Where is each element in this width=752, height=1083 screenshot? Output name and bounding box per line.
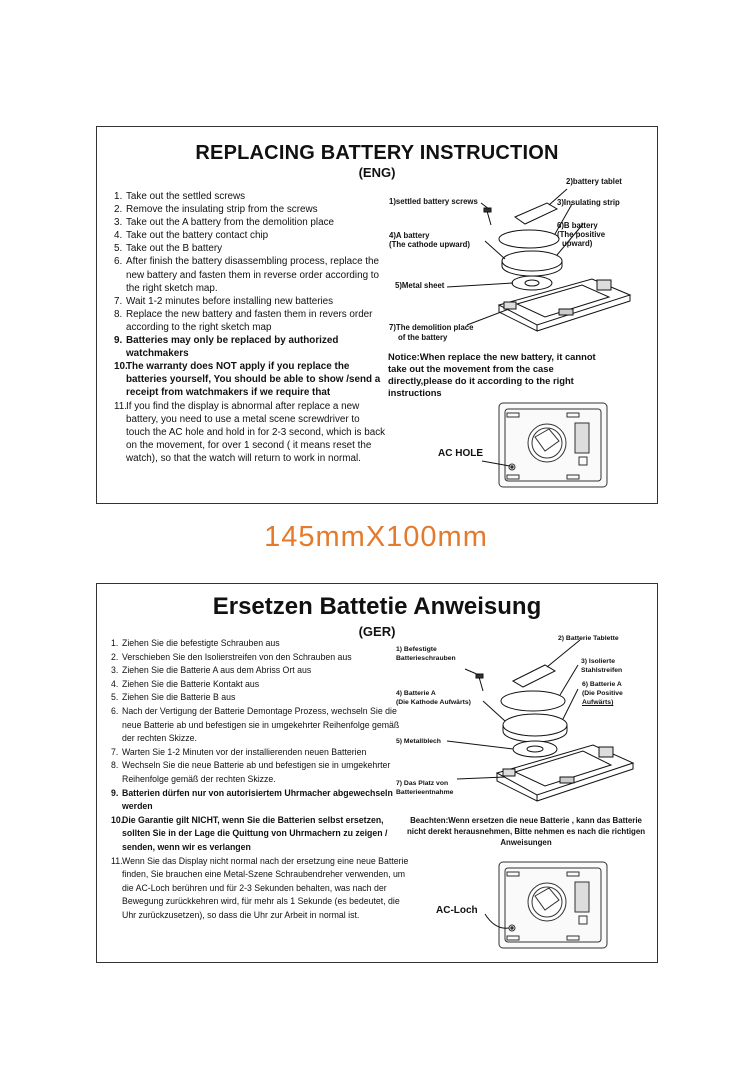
movement-top-view	[477, 399, 617, 491]
step-item: 2. Verschieben Sie den Isolierstreifen von den Schrauben aus	[111, 651, 352, 662]
page-title: Ersetzen Battetie Anweisung	[212, 593, 542, 620]
step-item: 3. Ziehen Sie die Batterie A aus dem Abriss Ort aus	[111, 665, 312, 676]
label-demolition-1: 7)The demolition place	[389, 323, 474, 332]
step-item: 7. Wait 1-2 minutes before installing new batteries	[114, 295, 334, 307]
step-item: 6. After finish the battery disassembling process, replace the new battery and fasten them in reverse order according to the right sketch map.	[114, 256, 380, 294]
a-battery-icon	[503, 714, 567, 742]
label-a-battery-2: (Die Kathode Aufwärts)	[396, 699, 471, 706]
label-settled-screws: 1)settled battery screws	[389, 197, 478, 206]
language-tag: (ENG)	[358, 165, 396, 180]
step-item: 11. If you find the display is abnormal after replace a new battery, you need to use a metal scene screwdriver to touch the AC hole and hold in for 2-3 second, which is back on the movement, for over 1 second ( it means reset the watch), so that the watch will return to work in normal.	[114, 400, 386, 464]
notice-text: Beachten:Wenn ersetzen die neue Batterie , kann das Batterie nicht derekt herausnehmen, Bitte nehmen es nach die richtigen Anweisungen	[406, 816, 646, 847]
step-item: 4. Ziehen Sie die Batterie Kontakt aus	[111, 678, 260, 689]
step-item: 1. Ziehen Sie die befestigte Schrauben aus	[111, 638, 280, 648]
metal-sheet-icon	[513, 741, 557, 757]
label-b-battery-3: Aufwärts)	[582, 699, 614, 706]
label-battery-tablet: 2) Batterie Tablette	[558, 635, 619, 642]
step-item: 10. The warranty does NOT apply if you replace the batteries yourself, You should be able to show /send a receipt from watchmakers if we require that	[114, 361, 381, 399]
label-metal-sheet: 5)Metal sheet	[395, 281, 445, 290]
screw-icon	[476, 674, 483, 691]
instruction-steps	[111, 637, 411, 922]
label-battery-tablet: 2)battery tablet	[566, 177, 622, 186]
battery-tablet-icon	[513, 665, 555, 687]
label-demolition-2: Batterieentnahme	[396, 789, 454, 796]
label-settled-screws-1: 1) Befestigte	[396, 646, 437, 653]
insulating-strip-icon	[501, 691, 565, 711]
metal-sheet-icon	[512, 276, 552, 290]
ac-hole-label: AC HOLE	[438, 448, 483, 459]
step-item: 6. Nach der Vertigung der Batterie Demontage Prozess, wechseln Sie die neue Batterie ab und befestigen sie in umgekehrter Reihenfolge gemäß der rechten Skizze.	[111, 705, 400, 744]
movement-top-view	[477, 860, 617, 952]
instruction-steps	[114, 190, 386, 465]
ac-hole-icon	[509, 464, 515, 470]
label-insulating-strip: 3)Insulating strip	[557, 198, 620, 207]
step-item: 1. Take out the settled screws	[114, 191, 246, 202]
label-b-battery-1: 6) Batterie A	[582, 681, 622, 688]
label-insulating-strip-1: 3) Isolierte	[581, 658, 615, 665]
step-item: 4. Take out the battery contact chip	[114, 230, 269, 242]
step-item: 2. Remove the insulating strip from the screws	[114, 204, 318, 216]
battery-tablet-icon	[515, 203, 557, 224]
step-item: 9. Batteries may only be replaced by authorized watchmakers	[114, 335, 339, 360]
dimension-label: 145mmX100mm	[264, 521, 488, 553]
label-a-battery-1: 4)A battery	[389, 231, 430, 240]
step-item: 9. Batterien dürfen nur von autorisiertem Uhrmacher abgewechseln werden	[111, 787, 393, 812]
step-item: 8. Replace the new battery and fasten them in revers order according to the right sketch map	[114, 308, 373, 333]
label-demolition-2: of the battery	[398, 333, 448, 342]
german-instruction-panel	[96, 583, 658, 963]
label-settled-screws-2: Batterieschrauben	[396, 655, 456, 662]
step-item: 7. Warten Sie 1-2 Minuten vor der installierenden neuen Batterien	[111, 746, 367, 757]
label-a-battery-1: 4) Batterie A	[396, 690, 436, 697]
label-b-battery-3: upward)	[562, 239, 593, 248]
english-instruction-panel	[96, 126, 658, 504]
page-title: REPLACING BATTERY INSTRUCTION	[195, 142, 559, 164]
step-item: 10. Die Garantie gilt NICHT, wenn Sie die Batterien selbst ersetzen, sollten Sie in der Lage die Quittung von Uhrmachern zu zeigen / senden, wenn wir es verlangen	[111, 814, 388, 852]
step-item: 3. Take out the A battery from the demolition place	[114, 217, 335, 229]
label-b-battery-1: 6)B battery	[557, 221, 598, 230]
step-item: 8. Wechseln Sie die neue Batterie ab und befestigen sie in umgekehrter Reihenfolge gemäß der rechten Skizze.	[111, 760, 391, 784]
insulating-strip-icon	[499, 230, 559, 248]
label-b-battery-2: (The positive	[557, 230, 606, 239]
label-b-battery-2: (Die Positive	[582, 690, 623, 697]
label-demolition-1: 7) Das Platz von	[396, 780, 449, 787]
screw-icon	[484, 208, 491, 225]
a-battery-icon	[502, 251, 562, 276]
label-metal-sheet: 5) Metallblech	[396, 738, 441, 745]
notice-text: Notice:When replace the new battery, it cannot take out the movement from the case directly,please do it according to the right instructions	[388, 351, 596, 398]
ac-hole-label: AC-Loch	[436, 905, 478, 916]
step-item: 5. Take out the B battery	[114, 243, 223, 255]
step-item: 5. Ziehen Sie die Batterie B aus	[111, 692, 236, 703]
label-a-battery-2: (The cathode upward)	[389, 240, 471, 249]
step-item: 11. Wenn Sie das Display nicht normal nach der ersetzung eine neue Batterie finden, Sie brauchen eine Metal-Szene Schraubendreher verwenden, um die AC-Loch berühren und für 2-3 Sekunden behalten, was nach der Bewegung zurückkehren wird, für mehr als 1 Sekunde (es bedeutet, die Uhr zurückzusetzen), so dass die Uhr zur Arbeit in normal ist.	[111, 855, 409, 920]
ac-hole-icon	[509, 925, 515, 931]
label-insulating-strip-2: Stahlstreifen	[581, 667, 623, 674]
language-tag: (GER)	[358, 624, 396, 639]
